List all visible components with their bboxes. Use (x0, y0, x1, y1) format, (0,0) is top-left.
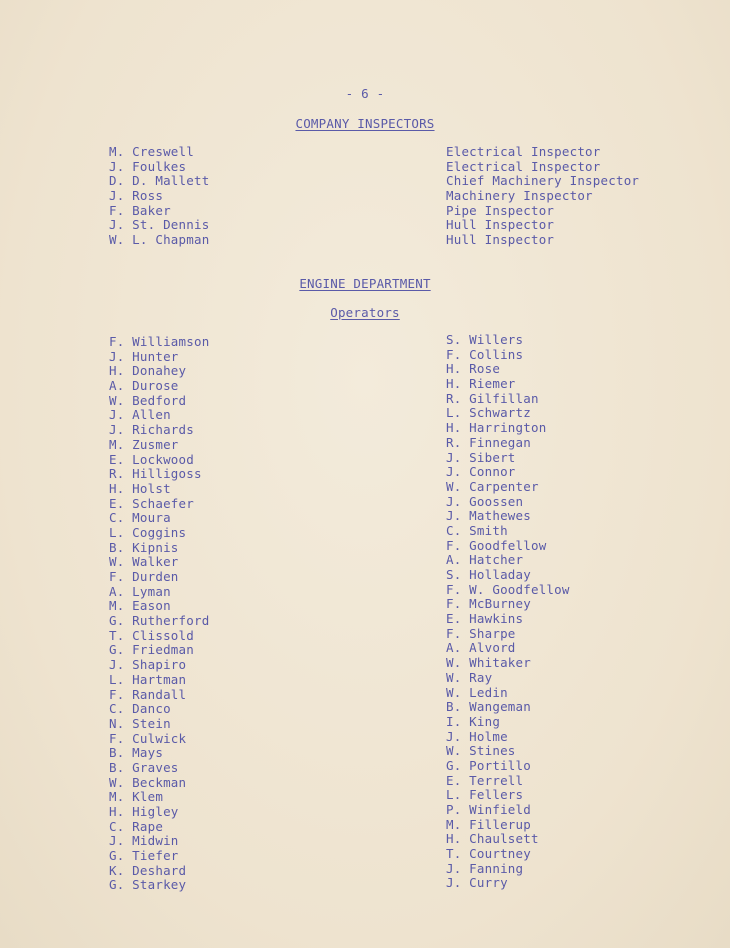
operator-name: I. King (446, 713, 501, 729)
engine-department-heading: ENGINE DEPARTMENT (299, 276, 431, 291)
operator-name: F. Randall (109, 686, 187, 702)
operator-name: R. Gilfillan (446, 390, 539, 406)
operators-right-column (446, 333, 570, 891)
operator-name: E. Hawkins (446, 611, 524, 627)
operator-name: G. Tiefer (109, 848, 179, 864)
inspector-title: Machinery Inspector (446, 188, 593, 204)
operator-name: H. Holst (109, 480, 171, 496)
operator-name: J. Holme (446, 728, 508, 744)
operator-name: C. Moura (109, 510, 171, 526)
inspector-title: Electrical Inspector (446, 158, 601, 174)
operator-name: J. Sibert (446, 449, 516, 465)
operator-name: C. Smith (446, 522, 508, 538)
operator-name: J. Connor (446, 464, 516, 480)
operator-name: G. Rutherford (109, 613, 210, 629)
inspector-titles-column (446, 145, 639, 248)
operator-name: H. Rose (446, 361, 501, 377)
operator-name: F. W. Goodfellow (446, 581, 570, 597)
operator-name: E. Lockwood (109, 451, 194, 467)
operator-name: J. Fanning (446, 860, 524, 876)
operator-name: J. Midwin (109, 833, 179, 849)
operator-name: H. Chaulsett (446, 831, 539, 847)
operator-name: W. Ray (446, 669, 493, 685)
operator-name: A. Hatcher (446, 552, 524, 568)
page-number: - 6 - (345, 86, 385, 101)
operator-name: W. Beckman (109, 774, 187, 790)
inspector-names-column (109, 145, 209, 248)
operator-name: B. Wangeman (446, 699, 531, 715)
operator-name: F. Collins (446, 346, 524, 362)
operator-name: M. Eason (109, 598, 171, 614)
operator-name: S. Holladay (446, 567, 531, 582)
operator-name: M. Klem (109, 789, 164, 805)
operator-name: J. Curry (446, 875, 508, 891)
operator-name: G. Starkey (109, 877, 187, 893)
operator-name: J. Goossen (446, 493, 524, 509)
operator-name: G. Friedman (109, 642, 194, 658)
operator-name: S. Willers (446, 332, 524, 347)
operator-name: K. Deshard (109, 862, 187, 878)
operator-name: W. Bedford (109, 392, 187, 408)
operator-name: H. Riemer (446, 376, 516, 392)
operator-name: W. Carpenter (446, 478, 539, 494)
operator-name: F. Durden (109, 569, 179, 584)
company-inspectors-heading: COMPANY INSPECTORS (295, 116, 435, 131)
operator-name: W. Whitaker (446, 655, 531, 671)
inspector-name: D. D. Mallett (109, 173, 210, 189)
inspector-title: Hull Inspector (446, 217, 555, 233)
operator-name: C. Rape (109, 818, 164, 834)
operators-left-column (109, 335, 209, 893)
inspector-name: F. Baker (109, 202, 171, 218)
inspector-title: Electrical Inspector (446, 144, 601, 159)
inspector-name: M. Creswell (109, 144, 194, 159)
operator-name: W. Ledin (446, 684, 508, 700)
operator-name: J. Richards (109, 422, 194, 438)
operator-name: F. Culwick (109, 730, 187, 746)
operator-name: T. Clissold (109, 627, 194, 643)
operator-name: H. Higley (109, 804, 179, 819)
operator-name: M. Fillerup (446, 816, 531, 832)
operator-name: B. Kipnis (109, 539, 179, 555)
operator-name: A. Durose (109, 378, 179, 394)
operator-name: F. Sharpe (446, 625, 516, 641)
operator-name: F. Goodfellow (446, 537, 547, 553)
operator-name: T. Courtney (446, 846, 531, 862)
operator-name: L. Hartman (109, 671, 187, 687)
operator-name: G. Portillo (446, 757, 531, 773)
operator-name: B. Graves (109, 759, 179, 775)
operators-subheading: Operators (330, 305, 400, 320)
operator-name: F. McBurney (446, 596, 531, 612)
operator-name: E. Terrell (446, 772, 524, 788)
operator-name: F. Williamson (109, 334, 210, 349)
operator-name: A. Lyman (109, 583, 171, 599)
inspector-title: Chief Machinery Inspector (446, 173, 640, 189)
inspector-name: J. Foulkes (109, 158, 187, 174)
operator-name: M. Zusmer (109, 436, 179, 452)
operator-name: J. Mathewes (446, 508, 531, 524)
operator-name: L. Schwartz (446, 405, 531, 421)
operator-name: W. Walker (109, 554, 179, 570)
operator-name: J. Shapiro (109, 657, 187, 673)
operator-name: R. Finnegan (446, 434, 531, 450)
operator-name: W. Stines (446, 743, 516, 759)
operator-name: P. Winfield (446, 802, 531, 817)
inspector-name: J. Ross (109, 188, 164, 204)
operator-name: J. Allen (109, 407, 171, 423)
operator-name: L. Fellers (446, 787, 524, 803)
operator-name: H. Donahey (109, 363, 187, 379)
inspector-title: Hull Inspector (446, 232, 555, 248)
operator-name: E. Schaefer (109, 495, 194, 511)
operator-name: L. Coggins (109, 524, 187, 540)
operator-name: A. Alvord (446, 640, 516, 656)
operator-name: R. Hilligoss (109, 466, 202, 482)
operator-name: H. Harrington (446, 420, 547, 436)
operator-name: B. Mays (109, 745, 164, 761)
inspector-title: Pipe Inspector (446, 202, 555, 218)
inspector-name: J. St. Dennis (109, 217, 210, 233)
inspector-name: W. L. Chapman (109, 232, 210, 248)
operator-name: C. Danco (109, 701, 171, 717)
operator-name: J. Hunter (109, 348, 179, 364)
operator-name: N. Stein (109, 715, 171, 731)
